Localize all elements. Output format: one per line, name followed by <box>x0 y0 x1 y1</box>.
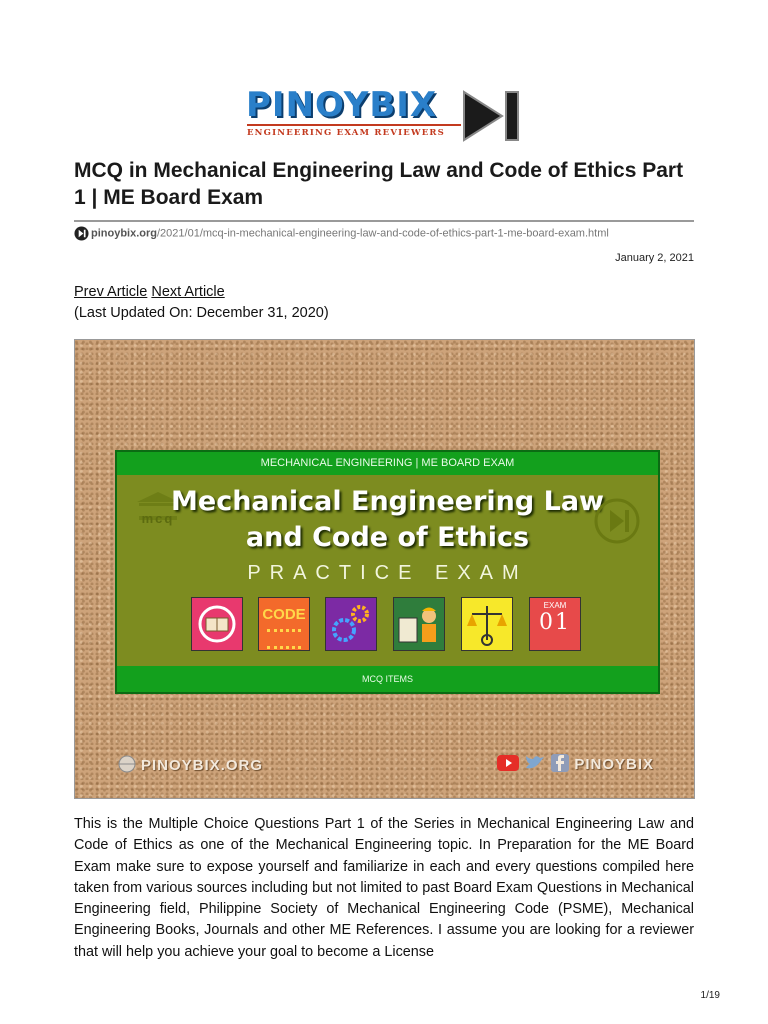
banner-footer-left-text: PINOYBIX.ORG <box>141 757 264 774</box>
next-article-link[interactable]: Next Article <box>151 284 225 300</box>
source-path: /2021/01/mcq-in-mechanical-engineering-law-and-code-of-ethics-part-1-me-board-exam.html <box>157 227 609 240</box>
chalkboard-panel <box>115 450 660 694</box>
facebook-icon <box>551 754 569 772</box>
source-site: pinoybix.org <box>91 227 157 240</box>
article-navigation <box>74 282 329 324</box>
pinoybix-logo <box>246 86 528 144</box>
intro-paragraph: This is the Multiple Choice Questions Part 1 of the Series in Mechanical Engineering Law and Code of Ethics as one of the Mechanical Engineering topic. In Preparation for the ME Board Exam make sure to expose yourself and familiarize in each and every questions compiled here taken from various sources including but not limited to past Board Exam Questions in Mechanical Engineering field, Philippine Society of Mechanical Engineering Code (PSME), Mechanical Engineering Books, Journals and other ME References. I assume you are looking for a reviewer that will help you achieve your goal to become a License <box>74 816 694 960</box>
banner-heading-line2: and Code of Ethics <box>245 522 530 553</box>
tile-justice-scale <box>461 597 513 651</box>
banner-subheading: PRACTICE EXAM <box>247 562 528 584</box>
title-divider <box>74 220 694 222</box>
tile-exam-number: 01 <box>539 610 571 635</box>
code-lines-decoration <box>267 629 301 649</box>
prev-article-link[interactable]: Prev Article <box>74 284 148 300</box>
play-skip-icon <box>594 498 640 544</box>
tile-code-label: CODE <box>262 606 306 623</box>
tile-code <box>258 597 310 651</box>
article-title: MCQ in Mechanical Engineering Law and Code of Ethics Part 1 | ME Board Exam <box>74 159 684 209</box>
engineer-icon <box>394 598 444 650</box>
banner-top-strip: MECHANICAL ENGINEERING | ME BOARD EXAM <box>117 452 658 475</box>
scale-icon <box>462 598 512 650</box>
source-url[interactable] <box>74 226 609 241</box>
globe-icon <box>117 754 137 774</box>
logo-tagline: ENGINEERING EXAM REVIEWERS <box>247 124 461 138</box>
mcq-badge-label: mcq <box>141 511 175 526</box>
page-number: 1/19 <box>700 990 720 1001</box>
twitter-icon <box>524 754 546 772</box>
banner-footer-right-text: PINOYBIX <box>574 756 654 773</box>
gears-icon <box>326 598 376 650</box>
youtube-icon <box>497 755 519 771</box>
logo-wordmark: PINOYBIX <box>246 85 438 125</box>
last-updated: (Last Updated On: December 31, 2020) <box>74 305 329 321</box>
book-cycle-icon <box>192 598 242 650</box>
tile-exam-label: EXAM <box>543 601 567 610</box>
publish-date: January 2, 2021 <box>615 252 694 264</box>
tile-book-cycle <box>191 597 243 651</box>
banner-bottom-strip: MCQ ITEMS <box>117 666 658 692</box>
banner-heading-line1: Mechanical Engineering Law <box>171 486 604 517</box>
tile-gears <box>325 597 377 651</box>
featured-banner <box>74 339 695 799</box>
banner-footer-right <box>497 754 654 773</box>
tile-exam-01 <box>529 597 581 651</box>
play-skip-logo-icon <box>462 88 526 144</box>
site-favicon-icon <box>74 226 89 241</box>
banner-footer-left <box>117 754 263 774</box>
tile-engineer <box>393 597 445 651</box>
